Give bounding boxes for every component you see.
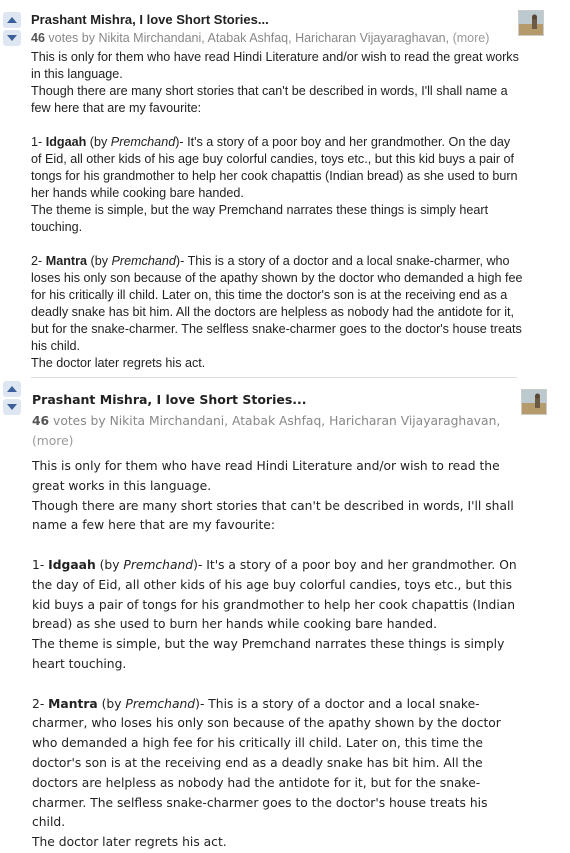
votes-by-label: votes by [53, 414, 106, 428]
answer-divider [31, 377, 517, 378]
author-avatar[interactable] [521, 389, 547, 415]
story-author: Premchand [111, 254, 176, 268]
story-text: - It's a story of a poor boy and her grandmother. On the day of Eid, all other kids of his age buy colorful candies, toys etc., but this kid buys a pair of tongs for his grandmother to help her cook chapattis (Indian bread) as she used to burn her hands while cooking bare handed. [32, 557, 517, 632]
intro-paragraph: Though there are many short stories that can't be described in words, I'll shall name a few here that are my favourite: [31, 84, 508, 115]
intro-paragraph: This is only for them who have read Hindi Literature and/or wish to read the great works in this language. [32, 459, 500, 493]
vote-count: 46 [31, 31, 45, 45]
story-number: 1- [32, 557, 49, 572]
answer-header [32, 391, 520, 409]
story-ending: The doctor later regrets his act. [31, 356, 206, 370]
answer-header [31, 11, 523, 28]
story-by-close: ) [195, 696, 200, 711]
story-by: (by [86, 135, 111, 149]
answer-content [32, 391, 520, 853]
story-text: - This is a story of a doctor and a local snake-charmer, who loses his only son because of the apathy shown by the doctor who demanded a high fee for his critically ill child. Later on, this time the doctor's son is at the receiving end as a deadly snake has bit him. All the doctors are helpless as nobody had the antidote for it, but for the snake-charmer. The selfless snake-charmer goes to the doctor's house treats his child. [32, 696, 501, 830]
vote-summary [32, 411, 520, 451]
story-paragraph [31, 134, 523, 202]
story-number: 2- [31, 254, 46, 268]
story-paragraph [31, 253, 523, 355]
downvote-arrow-icon[interactable] [3, 30, 21, 46]
story-title: Idgaah [48, 557, 96, 572]
story-by: (by [97, 696, 126, 711]
story-author: Premchand [123, 557, 194, 572]
author-name-link[interactable]: Prashant Mishra, I love Short Stories... [32, 392, 307, 407]
story-by-close: ) [175, 135, 180, 149]
story-title: Mantra [48, 696, 98, 711]
story-text: - It's a story of a poor boy and her grandmother. On the day of Eid, all other kids of his age buy colorful candies, toys etc., but this kid buys a pair of tongs for his grandmother to help her cook chapattis (Indian bread) as she used to burn her hands while cooking bare handed. [31, 135, 518, 200]
intro-paragraph: Though there are many short stories that can't be described in words, I'll shall name a few here that are my favourite: [32, 498, 514, 533]
answer-card [0, 382, 570, 849]
story-number: 1- [31, 135, 46, 149]
story-by-close: ) [193, 557, 198, 572]
vote-summary [31, 29, 523, 47]
story-ending: The doctor later regrets his act. [32, 835, 227, 850]
downvote-arrow-icon[interactable] [3, 399, 21, 415]
more-voters-link[interactable]: (more) [452, 31, 490, 45]
more-voters-link[interactable]: (more) [32, 434, 74, 448]
vote-count: 46 [32, 414, 50, 428]
vote-controls [3, 381, 21, 417]
story-by-close: ) [175, 254, 181, 268]
upvote-arrow-icon[interactable] [3, 12, 21, 28]
story-by: (by [87, 254, 112, 268]
answer-content [31, 11, 523, 372]
answer-card [0, 0, 570, 378]
intro-paragraph: This is only for them who have read Hindi Literature and/or wish to read the great works in this language. [31, 50, 519, 81]
story-theme: The theme is simple, but the way Premchand narrates these things is simply heart touching. [31, 203, 489, 234]
story-paragraph [32, 556, 520, 635]
story-number: 2- [32, 696, 49, 711]
story-title: Idgaah [45, 135, 87, 149]
voter-names[interactable]: Nikita Mirchandani, Atabak Ashfaq, Haricharan Vijayaraghavan, [98, 31, 450, 45]
story-paragraph [32, 695, 520, 834]
votes-by-label: votes by [48, 31, 95, 45]
story-by: (by [95, 557, 124, 572]
author-name-link[interactable]: Prashant Mishra, I love Short Stories... [31, 12, 269, 27]
story-author: Premchand [125, 696, 196, 711]
story-text: - This is a story of a doctor and a local snake-charmer, who loses his only son because of the apathy shown by the doctor who demanded a high fee for his critically ill child. Later on, this time the doctor's son is at the receiving end as a deadly snake has bit him. All the doctors are helpless as nobody had the antidote for it, but for the snake-charmer. The selfless snake-charmer goes to the doctor's house treats his child. [31, 254, 523, 353]
story-title: Mantra [45, 254, 87, 268]
story-author: Premchand [110, 135, 176, 149]
upvote-arrow-icon[interactable] [3, 381, 21, 397]
story-theme: The theme is simple, but the way Premchand narrates these things is simply heart touching. [32, 637, 505, 671]
voter-names[interactable]: Nikita Mirchandani, Atabak Ashfaq, Haricharan Vijayaraghavan, [109, 414, 501, 428]
vote-controls [3, 12, 21, 48]
answer-body [31, 49, 523, 372]
answer-body [32, 457, 520, 853]
